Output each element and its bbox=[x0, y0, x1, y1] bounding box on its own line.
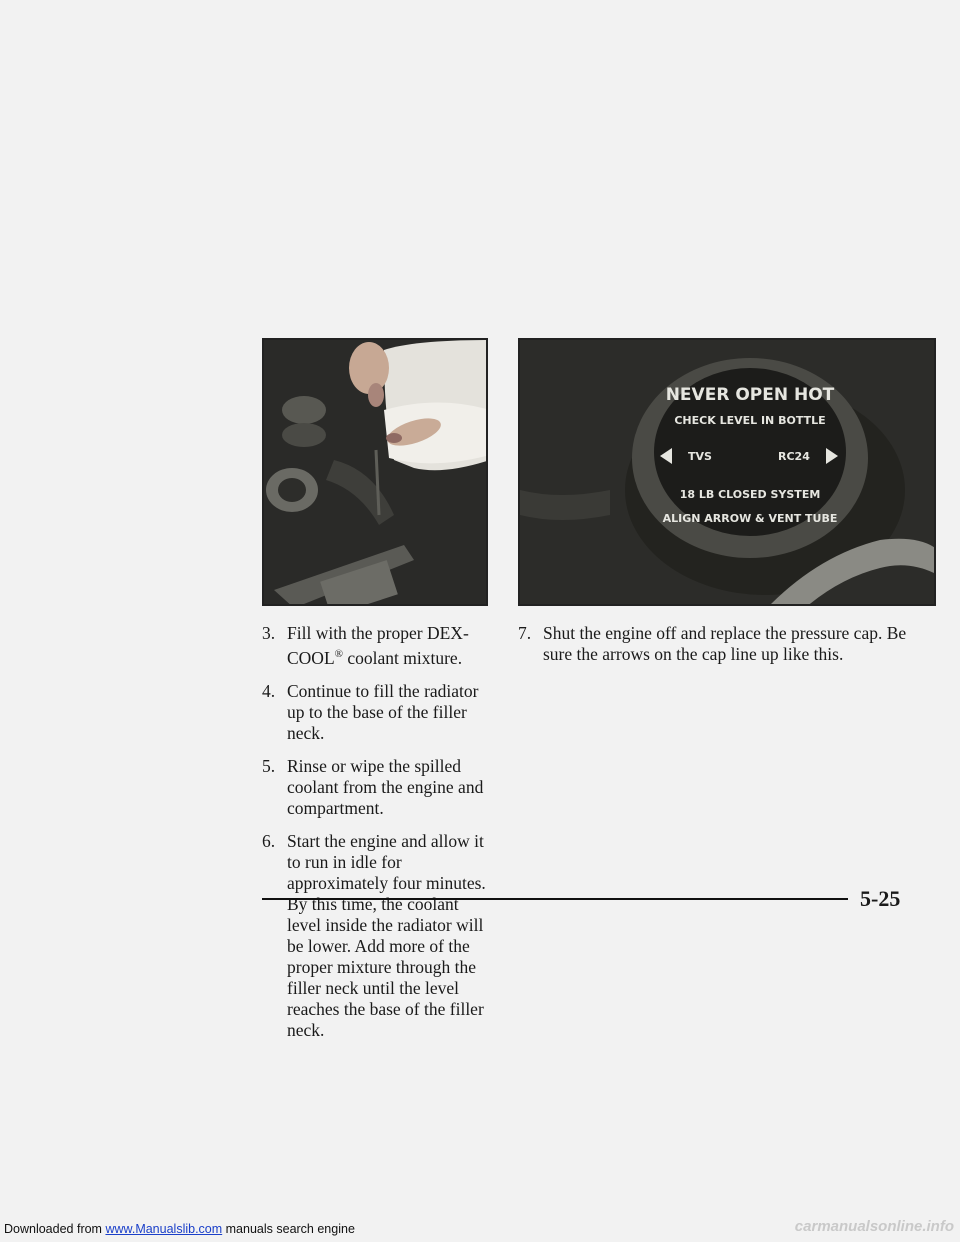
manualslib-link[interactable]: www.Manualslib.com bbox=[105, 1222, 223, 1236]
step-7 bbox=[518, 623, 928, 665]
watermark: carmanualsonline.info bbox=[794, 1218, 954, 1235]
cap-text-line2: CHECK LEVEL IN BOTTLE bbox=[674, 414, 826, 427]
step-5 bbox=[262, 756, 494, 819]
step-number: 7. bbox=[518, 623, 532, 643]
step-text-after: coolant mixture. bbox=[343, 648, 463, 668]
step-6 bbox=[262, 831, 494, 1041]
page-number: 5-25 bbox=[860, 886, 901, 911]
coolant-fill-illustration bbox=[264, 340, 488, 606]
cap-text-left-mark: TVS bbox=[688, 450, 712, 463]
steps-right-column bbox=[518, 623, 928, 677]
step-number: 4. bbox=[262, 681, 276, 701]
step-text: Continue to fill the radiator up to the base of the filler neck. bbox=[287, 681, 479, 743]
step-text-main: Fill with the proper DEX-COOL bbox=[287, 623, 469, 668]
pressure-cap-illustration bbox=[520, 340, 936, 606]
footer-rule bbox=[262, 898, 848, 900]
step-text bbox=[287, 623, 494, 669]
footer-prefix: Downloaded from bbox=[4, 1222, 106, 1236]
pressure-cap-photo bbox=[518, 338, 936, 606]
step-number: 6. bbox=[262, 831, 276, 851]
download-footer bbox=[4, 1222, 355, 1236]
step-text: Start the engine and allow it to run in idle for approximately four minutes. By this time, the coolant level inside the radiator will be lower. Add more of the proper mixture through the filler neck until the level reaches the base of the filler neck. bbox=[287, 831, 486, 1040]
cap-text-line4: 18 LB CLOSED SYSTEM bbox=[679, 488, 821, 501]
coolant-fill-photo bbox=[262, 338, 488, 606]
footer-suffix: manuals search engine bbox=[222, 1222, 355, 1236]
step-number: 3. bbox=[262, 623, 276, 643]
steps-left-column bbox=[262, 623, 494, 1053]
registered-mark: ® bbox=[334, 648, 343, 660]
step-text: Shut the engine off and replace the pressure cap. Be sure the arrows on the cap line up like this. bbox=[543, 623, 907, 664]
step-4 bbox=[262, 681, 494, 744]
step-text: Rinse or wipe the spilled coolant from the engine and compartment. bbox=[287, 756, 484, 818]
cap-text-right-mark: RC24 bbox=[778, 450, 810, 463]
cap-text-top: NEVER OPEN HOT bbox=[665, 385, 835, 405]
cap-text-bottom: ALIGN ARROW & VENT TUBE bbox=[662, 512, 838, 525]
step-number: 5. bbox=[262, 756, 276, 776]
step-3 bbox=[262, 623, 494, 669]
